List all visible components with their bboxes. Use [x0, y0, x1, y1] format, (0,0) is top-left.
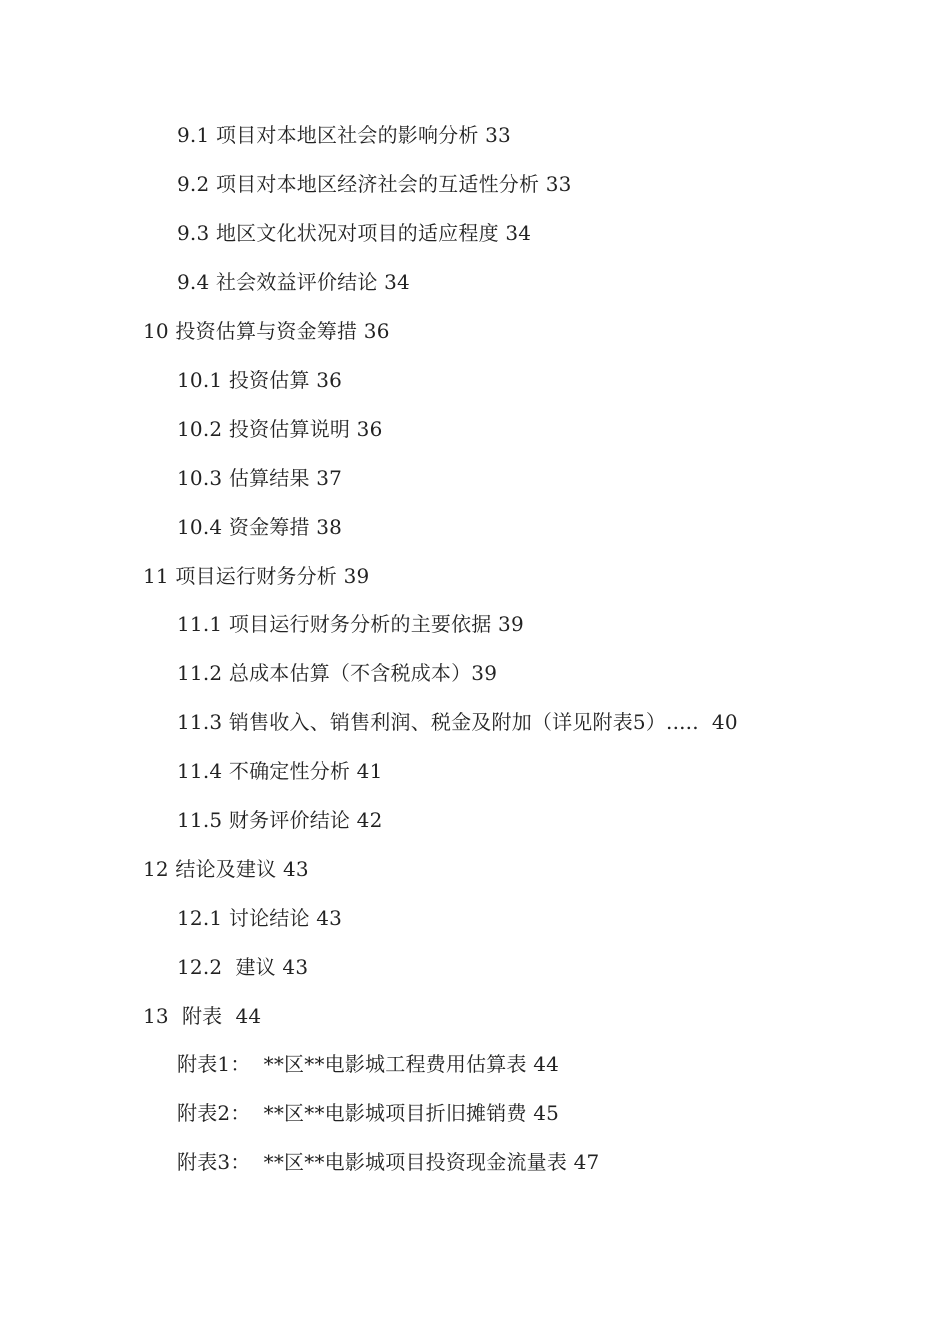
toc-entry: 11.3 销售收入、销售利润、税金及附加（详见附表5）..... 40 [177, 710, 738, 734]
toc-entry: 11.1 项目运行财务分析的主要依据 39 [177, 612, 524, 636]
toc-chapter: 12 结论及建议 43 [143, 857, 309, 881]
toc-entry: 12.1 讨论结论 43 [177, 906, 343, 930]
toc-chapter: 10 投资估算与资金筹措 36 [143, 319, 390, 343]
toc-entry: 9.1 项目对本地区社会的影响分析 33 [177, 123, 511, 147]
toc-entry: 附表1： **区**电影城工程费用估算表 44 [177, 1052, 560, 1076]
toc-entry: 11.5 财务评价结论 42 [177, 808, 383, 832]
toc-entry: 10.4 资金筹措 38 [177, 515, 343, 539]
toc-entry: 11.2 总成本估算（不含税成本）39 [177, 661, 498, 685]
toc-entry: 10.1 投资估算 36 [177, 368, 343, 392]
toc-entry: 10.2 投资估算说明 36 [177, 417, 383, 441]
toc-entry: 9.2 项目对本地区经济社会的互适性分析 33 [177, 172, 572, 196]
toc-entry: 附表3： **区**电影城项目投资现金流量表 47 [177, 1150, 600, 1174]
toc-entry: 9.3 地区文化状况对项目的适应程度 34 [177, 221, 532, 245]
toc-entry: 10.3 估算结果 37 [177, 466, 343, 490]
toc-entry: 9.4 社会效益评价结论 34 [177, 270, 410, 294]
toc-chapter: 13 附表 44 [143, 1004, 262, 1028]
toc-entry: 11.4 不确定性分析 41 [177, 759, 383, 783]
toc-chapter: 11 项目运行财务分析 39 [143, 564, 370, 588]
toc-entry: 附表2： **区**电影城项目折旧摊销费 45 [177, 1101, 560, 1125]
toc-entry: 12.2 建议 43 [177, 955, 309, 979]
